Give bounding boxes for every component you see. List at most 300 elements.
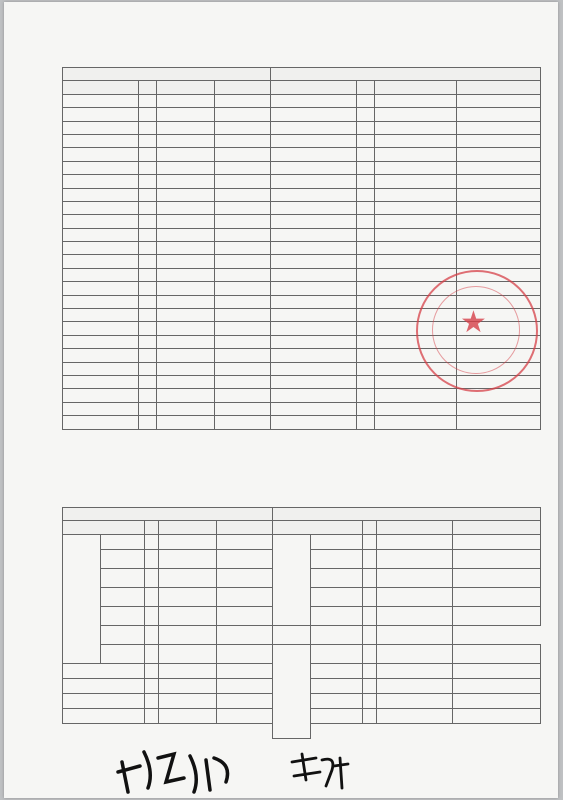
column-header — [377, 521, 453, 534]
table-cell — [457, 416, 541, 429]
table-cell — [271, 375, 357, 388]
table-cell — [271, 121, 357, 134]
table-cell — [457, 228, 541, 241]
group-header-row — [63, 508, 541, 521]
table-cell — [311, 625, 363, 644]
table-cell — [271, 161, 357, 174]
table-cell — [357, 188, 375, 201]
column-header — [145, 521, 159, 534]
table-cell — [145, 568, 159, 587]
table-cell — [63, 134, 139, 147]
table-cell — [215, 255, 271, 268]
table-cell — [215, 134, 271, 147]
table-cell — [101, 644, 145, 663]
table-cell — [217, 534, 273, 549]
liability-group-label — [273, 644, 311, 738]
table-row — [63, 121, 541, 134]
table-cell — [311, 644, 363, 663]
table-cell — [215, 108, 271, 121]
column-header — [457, 81, 541, 94]
column-header — [357, 81, 375, 94]
table-cell — [157, 201, 215, 214]
table-cell — [101, 534, 145, 549]
table-cell — [375, 94, 457, 107]
table-cell — [217, 678, 273, 693]
table-cell — [139, 228, 157, 241]
table-cell — [139, 416, 157, 429]
table-cell — [63, 693, 145, 708]
table-cell — [157, 94, 215, 107]
table-cell — [217, 693, 273, 708]
leader-signature-line — [64, 461, 82, 467]
table-row — [63, 188, 541, 201]
table-cell — [375, 134, 457, 147]
table-cell — [63, 678, 145, 693]
table-cell — [357, 416, 375, 429]
table-cell — [215, 349, 271, 362]
table-cell — [159, 549, 217, 568]
table-cell — [215, 416, 271, 429]
table-cell — [157, 215, 215, 228]
table-row — [63, 625, 541, 644]
table-row — [63, 94, 541, 107]
table-cell — [63, 416, 139, 429]
table-cell — [217, 644, 273, 663]
group-header-assets — [63, 68, 271, 81]
table-cell — [357, 255, 375, 268]
table-cell — [215, 375, 271, 388]
table-cell — [217, 568, 273, 587]
table-cell — [271, 282, 357, 295]
table-cell — [159, 644, 217, 663]
table-cell — [63, 322, 139, 335]
table-cell — [357, 228, 375, 241]
table-cell — [453, 534, 541, 549]
table-cell — [63, 282, 139, 295]
table-cell — [145, 534, 159, 549]
column-header — [273, 521, 363, 534]
table-cell — [159, 534, 217, 549]
table-cell — [215, 322, 271, 335]
table-cell — [457, 121, 541, 134]
table-cell — [357, 389, 375, 402]
table-cell — [217, 625, 273, 644]
table-cell — [215, 335, 271, 348]
table-cell — [139, 108, 157, 121]
table-cell — [139, 335, 157, 348]
table-cell — [215, 402, 271, 415]
table-row — [63, 201, 541, 214]
table-cell — [157, 108, 215, 121]
table-cell — [157, 228, 215, 241]
table-cell — [157, 349, 215, 362]
table-cell — [139, 255, 157, 268]
table-cell — [215, 148, 271, 161]
column-header — [159, 521, 217, 534]
table-cell — [145, 549, 159, 568]
table-cell — [157, 242, 215, 255]
table-cell — [457, 175, 541, 188]
table-cell — [377, 678, 453, 693]
table-row — [63, 416, 541, 429]
table-cell — [457, 108, 541, 121]
table-cell — [271, 362, 357, 375]
table-cell — [453, 587, 541, 606]
table-cell — [215, 242, 271, 255]
table-cell — [63, 121, 139, 134]
table-cell — [457, 148, 541, 161]
table-cell — [375, 215, 457, 228]
table-cell — [159, 587, 217, 606]
table-cell — [157, 375, 215, 388]
table-cell — [271, 309, 357, 322]
table-cell — [457, 161, 541, 174]
table-cell — [157, 188, 215, 201]
table-cell — [215, 295, 271, 308]
table-cell — [271, 215, 357, 228]
table-cell — [101, 587, 145, 606]
table-cell — [217, 663, 273, 678]
table-cell — [139, 215, 157, 228]
table-cell — [357, 309, 375, 322]
table-cell — [139, 362, 157, 375]
table-cell — [457, 215, 541, 228]
column-header-row — [63, 521, 541, 534]
table-cell — [457, 94, 541, 107]
table-cell — [63, 663, 145, 678]
table-cell — [63, 201, 139, 214]
table-cell — [217, 587, 273, 606]
table-cell — [357, 362, 375, 375]
table-cell — [139, 161, 157, 174]
table-cell — [139, 349, 157, 362]
table-cell — [377, 587, 453, 606]
table-cell — [357, 335, 375, 348]
table-cell — [363, 644, 377, 663]
table-row — [63, 644, 541, 663]
table-cell — [215, 389, 271, 402]
table-cell — [139, 121, 157, 134]
table-cell — [357, 402, 375, 415]
column-header — [363, 521, 377, 534]
table-cell — [377, 663, 453, 678]
table-cell — [139, 282, 157, 295]
table-cell — [157, 268, 215, 281]
table-cell — [139, 268, 157, 281]
column-header — [215, 81, 271, 94]
table-cell — [215, 282, 271, 295]
table-cell — [375, 242, 457, 255]
table-cell — [139, 309, 157, 322]
table-row — [63, 242, 541, 255]
table-cell — [311, 693, 363, 708]
table-cell — [357, 242, 375, 255]
table-cell — [271, 322, 357, 335]
column-header — [139, 81, 157, 94]
table-cell — [63, 255, 139, 268]
table-cell — [357, 322, 375, 335]
table-cell — [157, 362, 215, 375]
group-header-liabilities — [273, 508, 541, 521]
table-cell — [145, 678, 159, 693]
table-row — [63, 175, 541, 188]
group-header-assets — [63, 508, 273, 521]
table-row — [63, 534, 541, 549]
table-cell — [139, 201, 157, 214]
table-cell — [271, 335, 357, 348]
table-cell — [217, 606, 273, 625]
table-cell — [375, 389, 457, 402]
table-cell — [139, 134, 157, 147]
table-cell — [145, 644, 159, 663]
table-cell — [271, 94, 357, 107]
column-header — [217, 521, 273, 534]
table-cell — [357, 215, 375, 228]
table-cell — [311, 587, 363, 606]
table-cell — [271, 148, 357, 161]
table-cell — [357, 161, 375, 174]
table-row — [63, 228, 541, 241]
table-cell — [363, 534, 377, 549]
table-cell — [217, 549, 273, 568]
table-cell — [159, 568, 217, 587]
table-cell — [63, 389, 139, 402]
table-cell — [311, 606, 363, 625]
table-cell — [363, 568, 377, 587]
table-cell — [357, 201, 375, 214]
table-cell — [157, 389, 215, 402]
table-cell — [159, 606, 217, 625]
table-cell — [375, 108, 457, 121]
table-cell — [453, 568, 541, 587]
table-cell — [215, 201, 271, 214]
table-cell — [357, 268, 375, 281]
table-cell — [101, 549, 145, 568]
table-cell — [377, 568, 453, 587]
table-cell — [157, 402, 215, 415]
table-cell — [453, 678, 541, 693]
table-cell — [215, 121, 271, 134]
table-cell — [217, 708, 273, 723]
column-header — [271, 81, 357, 94]
table-cell — [375, 175, 457, 188]
asset-group-label — [63, 534, 101, 663]
table-cell — [139, 94, 157, 107]
table-cell — [157, 282, 215, 295]
table-cell — [271, 134, 357, 147]
table-cell — [375, 188, 457, 201]
table-cell — [375, 148, 457, 161]
table-cell — [271, 402, 357, 415]
table-cell — [157, 148, 215, 161]
table-cell — [357, 121, 375, 134]
table-cell — [271, 295, 357, 308]
table-cell — [375, 255, 457, 268]
table-cell — [375, 121, 457, 134]
table-cell — [375, 416, 457, 429]
table-cell — [63, 175, 139, 188]
table-cell — [157, 175, 215, 188]
liability-group-label — [273, 534, 311, 625]
table-cell — [215, 94, 271, 107]
table-cell — [363, 587, 377, 606]
handwritten-signature-left — [114, 742, 244, 798]
table-cell — [145, 606, 159, 625]
table-cell — [457, 255, 541, 268]
table-cell — [311, 534, 363, 549]
group-header-row — [63, 68, 541, 81]
table-cell — [357, 375, 375, 388]
table-cell — [63, 309, 139, 322]
table-cell — [63, 94, 139, 107]
table-cell — [357, 148, 375, 161]
table-cell — [271, 175, 357, 188]
table-cell — [271, 242, 357, 255]
table-cell — [139, 242, 157, 255]
table-cell — [63, 349, 139, 362]
table-cell — [363, 549, 377, 568]
table-cell — [63, 402, 139, 415]
table-cell — [375, 201, 457, 214]
star-icon: ★ — [460, 305, 487, 340]
table-cell — [101, 568, 145, 587]
table-cell — [215, 268, 271, 281]
table-cell — [357, 175, 375, 188]
table-cell — [357, 282, 375, 295]
table-cell — [375, 402, 457, 415]
table-cell — [145, 625, 159, 644]
table-cell — [159, 693, 217, 708]
table-row — [63, 161, 541, 174]
table-cell — [139, 402, 157, 415]
table-cell — [377, 693, 453, 708]
table-cell — [271, 188, 357, 201]
table-row — [63, 255, 541, 268]
table-cell — [453, 644, 541, 663]
table-cell — [375, 228, 457, 241]
table-cell — [159, 678, 217, 693]
table-cell — [363, 693, 377, 708]
table-cell — [377, 644, 453, 663]
official-seal — [416, 270, 538, 392]
table-cell — [101, 606, 145, 625]
table-cell — [63, 295, 139, 308]
table-row — [63, 215, 541, 228]
table-cell — [357, 349, 375, 362]
table-cell — [63, 161, 139, 174]
table-cell — [215, 188, 271, 201]
table-cell — [311, 568, 363, 587]
table-cell — [271, 389, 357, 402]
table-cell — [101, 625, 145, 644]
table-cell — [63, 148, 139, 161]
table-cell — [271, 108, 357, 121]
table-cell — [457, 402, 541, 415]
table-cell — [139, 322, 157, 335]
table-cell — [215, 161, 271, 174]
table-cell — [457, 134, 541, 147]
table-cell — [159, 663, 217, 678]
table-cell — [63, 242, 139, 255]
table-cell — [311, 708, 363, 723]
table-cell — [453, 549, 541, 568]
table-cell — [139, 295, 157, 308]
column-header — [63, 81, 139, 94]
column-header — [63, 521, 145, 534]
table-cell — [145, 663, 159, 678]
table-cell — [271, 228, 357, 241]
table-cell — [457, 201, 541, 214]
table-cell — [453, 663, 541, 678]
table-cell — [215, 309, 271, 322]
table-cell — [63, 215, 139, 228]
table-cell — [157, 134, 215, 147]
table-cell — [139, 375, 157, 388]
table-cell — [363, 678, 377, 693]
table-cell — [139, 188, 157, 201]
table-cell — [157, 295, 215, 308]
table-cell — [271, 416, 357, 429]
table-cell — [63, 188, 139, 201]
table-cell — [377, 625, 453, 644]
table-cell — [363, 663, 377, 678]
table-cell — [215, 215, 271, 228]
table-cell — [273, 625, 311, 644]
table-cell — [377, 606, 453, 625]
column-header — [157, 81, 215, 94]
table-cell — [139, 175, 157, 188]
table-cell — [457, 188, 541, 201]
column-header — [375, 81, 457, 94]
table-cell — [377, 549, 453, 568]
table-cell — [311, 678, 363, 693]
table-cell — [63, 108, 139, 121]
table-cell — [377, 708, 453, 723]
table-cell — [357, 295, 375, 308]
table-cell — [63, 228, 139, 241]
document-page — [4, 2, 558, 798]
table-cell — [271, 201, 357, 214]
table-cell — [271, 268, 357, 281]
table-cell — [159, 625, 217, 644]
table-cell — [157, 255, 215, 268]
table-cell — [159, 708, 217, 723]
column-header — [453, 521, 541, 534]
table-cell — [63, 268, 139, 281]
table-cell — [271, 255, 357, 268]
table-cell — [377, 534, 453, 549]
table-cell — [157, 416, 215, 429]
table-cell — [157, 121, 215, 134]
table-cell — [157, 161, 215, 174]
table-cell — [63, 335, 139, 348]
table-cell — [157, 309, 215, 322]
table-cell — [453, 693, 541, 708]
table-cell — [63, 375, 139, 388]
table-cell — [457, 242, 541, 255]
table-cell — [157, 322, 215, 335]
table-cell — [357, 94, 375, 107]
table-cell — [145, 693, 159, 708]
table-cell — [157, 335, 215, 348]
table-row — [63, 148, 541, 161]
table-cell — [363, 606, 377, 625]
table-row — [63, 134, 541, 147]
group-header-liabilities — [271, 68, 541, 81]
table-cell — [271, 349, 357, 362]
table-cell — [139, 389, 157, 402]
handwritten-signature-right — [286, 750, 356, 794]
